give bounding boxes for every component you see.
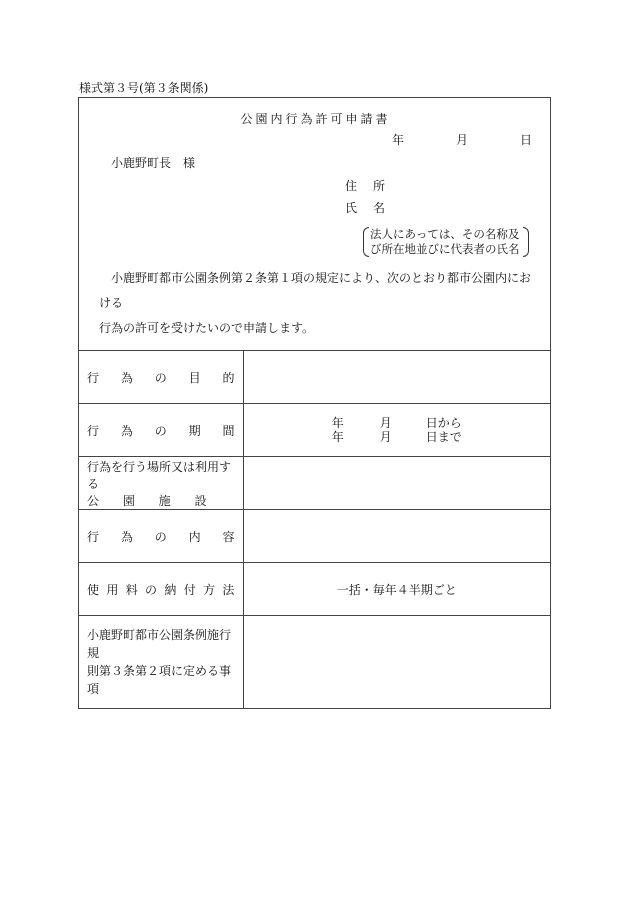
period-to: 年 月 日まで xyxy=(331,430,462,444)
fee-method-value: 一括・毎年４半期ごと xyxy=(243,563,550,616)
label-purpose: 行 為 の 目 的 xyxy=(87,370,235,385)
form-number: 様式第３号(第３条関係) xyxy=(79,81,209,95)
row-other-matters xyxy=(79,616,550,709)
date-year: 年 xyxy=(392,133,405,147)
place-field[interactable] xyxy=(243,457,550,510)
corporation-note: 法人にあっては、その名称及 び所在地並びに代表者の氏名 xyxy=(363,227,529,257)
label-fee: 使 用 料 の 納 付 方 法 xyxy=(87,582,235,597)
content-field[interactable] xyxy=(243,510,550,563)
form-title: 公園内行為許可申請書 xyxy=(240,112,391,126)
other-matters-field[interactable] xyxy=(243,616,550,709)
addressee: 小鹿野町長 様 xyxy=(111,156,196,170)
address-label: 住 所 xyxy=(345,179,385,193)
row-period xyxy=(79,404,550,457)
application-date xyxy=(392,131,532,148)
application-form xyxy=(78,97,551,709)
row-fee xyxy=(79,563,550,616)
row-purpose xyxy=(79,351,550,404)
date-month: 月 xyxy=(455,133,468,147)
period-from: 年 月 日から xyxy=(331,416,462,430)
row-content xyxy=(79,510,550,563)
label-period: 行 為 の 期 間 xyxy=(87,423,235,438)
purpose-field[interactable] xyxy=(243,351,550,404)
date-day: 日 xyxy=(519,133,532,147)
application-table xyxy=(79,350,550,709)
label-place: 行為を行う場所又は利用する xyxy=(87,459,232,491)
label-content: 行 為 の 内 容 xyxy=(87,529,235,544)
label-other-matters: 小鹿野町都市公園条例施行規 則第３条第２項に定める事項 xyxy=(87,628,232,697)
application-statement: 小鹿野町都市公園条例第２条第１項の規定により、次のとおり都市公園内における 行為の許可を受けたいので申請します。 xyxy=(99,271,532,335)
row-place: 行為を行う場所又は利用する 公 園 施 設 xyxy=(79,457,550,510)
name-label: 氏 名 xyxy=(345,201,385,215)
period-field[interactable] xyxy=(243,404,550,457)
